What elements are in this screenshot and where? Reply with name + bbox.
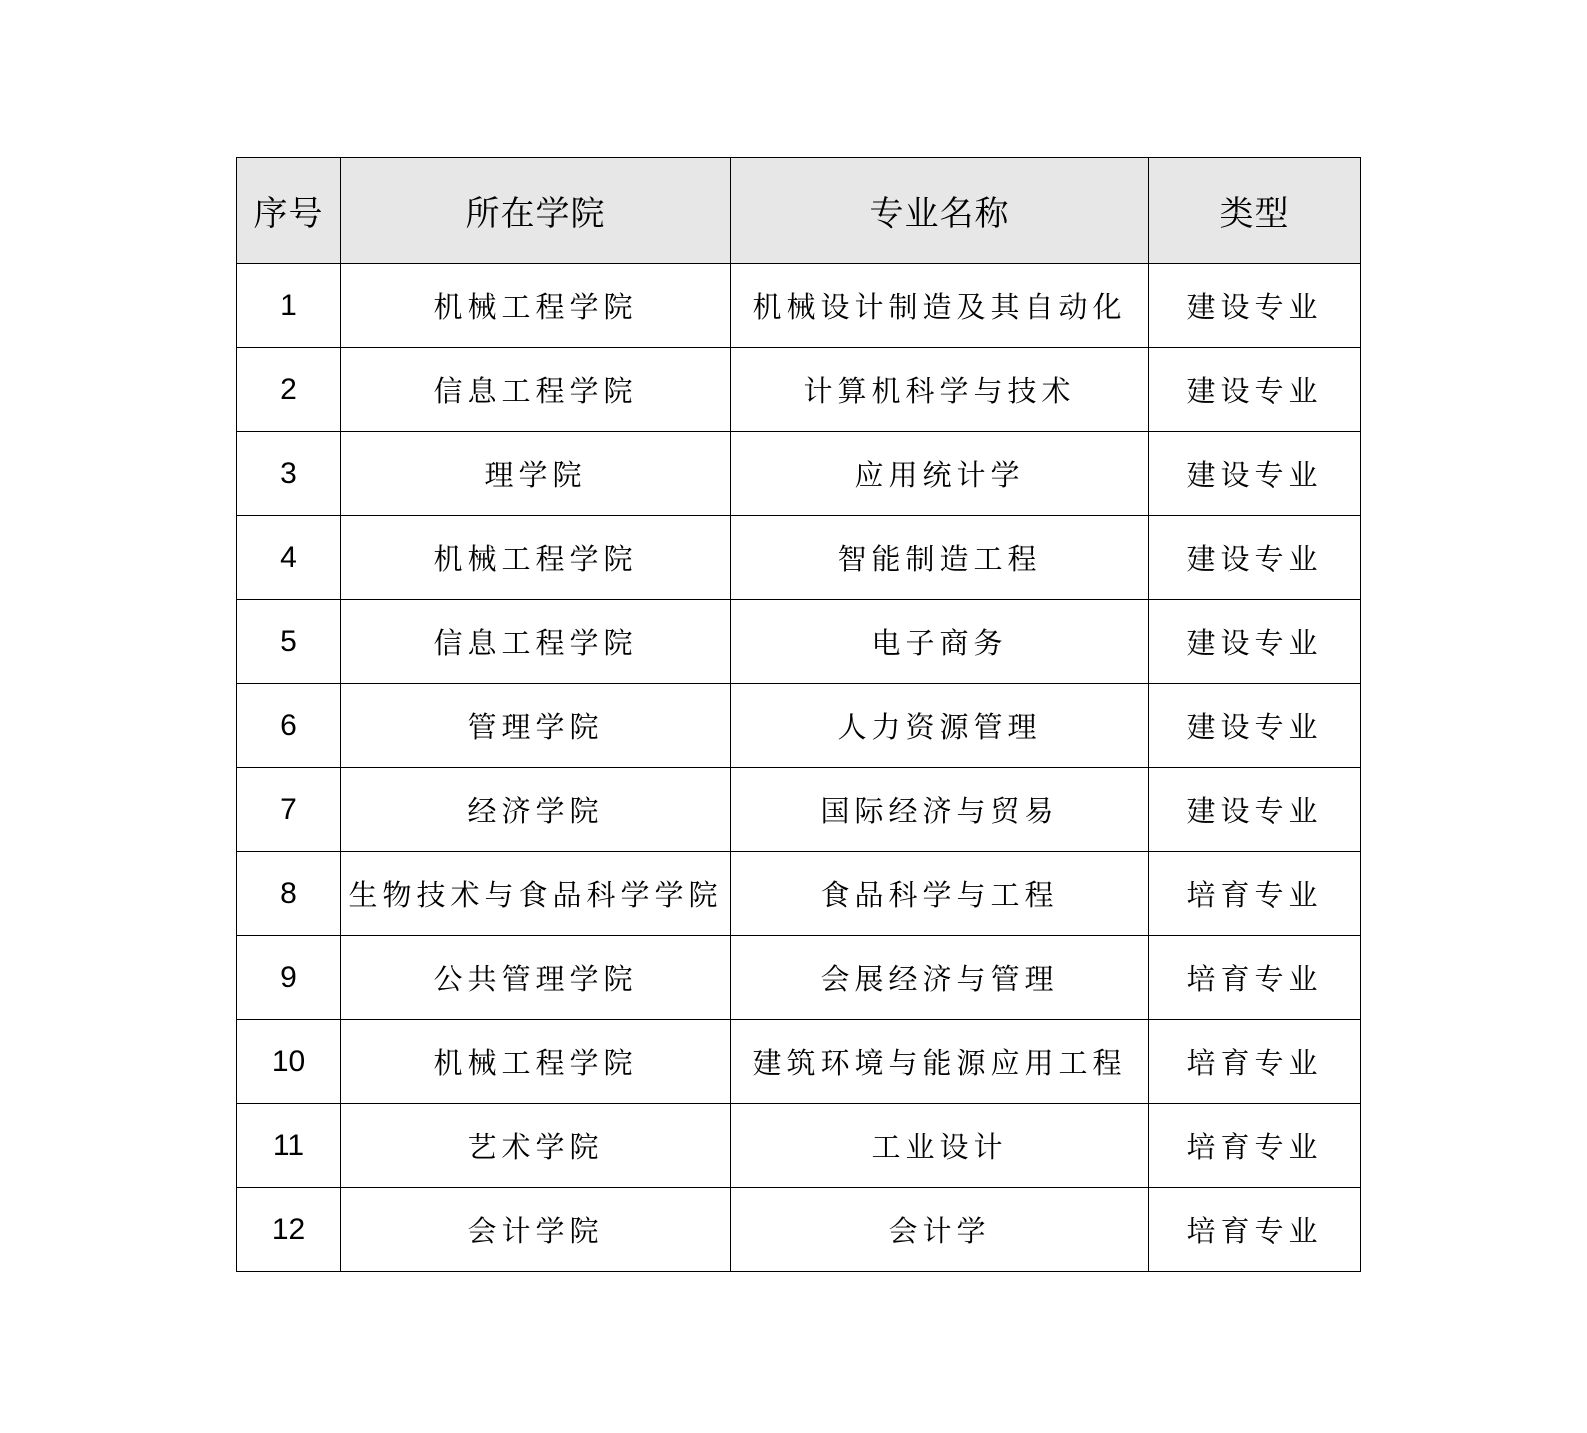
cell-num: 4 [237,516,341,600]
cell-major: 人力资源管理 [731,684,1149,768]
table-row [237,600,1361,684]
cell-type: 培育专业 [1149,1188,1361,1272]
table-row [237,1188,1361,1272]
cell-major: 计算机科学与技术 [731,348,1149,432]
table-row [237,1104,1361,1188]
table-row [237,1020,1361,1104]
cell-type: 培育专业 [1149,936,1361,1020]
cell-major: 建筑环境与能源应用工程 [731,1020,1149,1104]
cell-college: 信息工程学院 [341,600,731,684]
table-row [237,768,1361,852]
cell-type: 培育专业 [1149,1104,1361,1188]
header-type: 类型 [1149,158,1361,264]
cell-college: 机械工程学院 [341,516,731,600]
cell-num: 7 [237,768,341,852]
cell-num: 11 [237,1104,341,1188]
header-major: 专业名称 [731,158,1149,264]
cell-college: 管理学院 [341,684,731,768]
table-row [237,348,1361,432]
cell-num: 5 [237,600,341,684]
cell-type: 建设专业 [1149,348,1361,432]
cell-type: 建设专业 [1149,684,1361,768]
cell-num: 2 [237,348,341,432]
cell-num: 9 [237,936,341,1020]
cell-major: 国际经济与贸易 [731,768,1149,852]
table-header-row [237,158,1361,264]
cell-num: 8 [237,852,341,936]
cell-num: 10 [237,1020,341,1104]
header-num: 序号 [237,158,341,264]
cell-type: 建设专业 [1149,264,1361,348]
cell-college: 信息工程学院 [341,348,731,432]
cell-num: 3 [237,432,341,516]
cell-college: 机械工程学院 [341,1020,731,1104]
cell-major: 机械设计制造及其自动化 [731,264,1149,348]
cell-college: 艺术学院 [341,1104,731,1188]
majors-table [236,157,1361,1272]
table-row [237,852,1361,936]
cell-type: 建设专业 [1149,600,1361,684]
cell-major: 工业设计 [731,1104,1149,1188]
header-college: 所在学院 [341,158,731,264]
cell-college: 公共管理学院 [341,936,731,1020]
table-row [237,684,1361,768]
cell-type: 培育专业 [1149,852,1361,936]
cell-major: 电子商务 [731,600,1149,684]
table-row [237,936,1361,1020]
cell-type: 建设专业 [1149,432,1361,516]
cell-college: 生物技术与食品科学学院 [341,852,731,936]
cell-num: 6 [237,684,341,768]
cell-major: 应用统计学 [731,432,1149,516]
cell-major: 智能制造工程 [731,516,1149,600]
cell-major: 会展经济与管理 [731,936,1149,1020]
cell-type: 培育专业 [1149,1020,1361,1104]
table-row [237,264,1361,348]
table-row [237,516,1361,600]
cell-type: 建设专业 [1149,768,1361,852]
cell-college: 理学院 [341,432,731,516]
cell-num: 12 [237,1188,341,1272]
cell-type: 建设专业 [1149,516,1361,600]
cell-major: 会计学 [731,1188,1149,1272]
cell-major: 食品科学与工程 [731,852,1149,936]
cell-college: 会计学院 [341,1188,731,1272]
table-row [237,432,1361,516]
cell-college: 经济学院 [341,768,731,852]
cell-college: 机械工程学院 [341,264,731,348]
cell-num: 1 [237,264,341,348]
